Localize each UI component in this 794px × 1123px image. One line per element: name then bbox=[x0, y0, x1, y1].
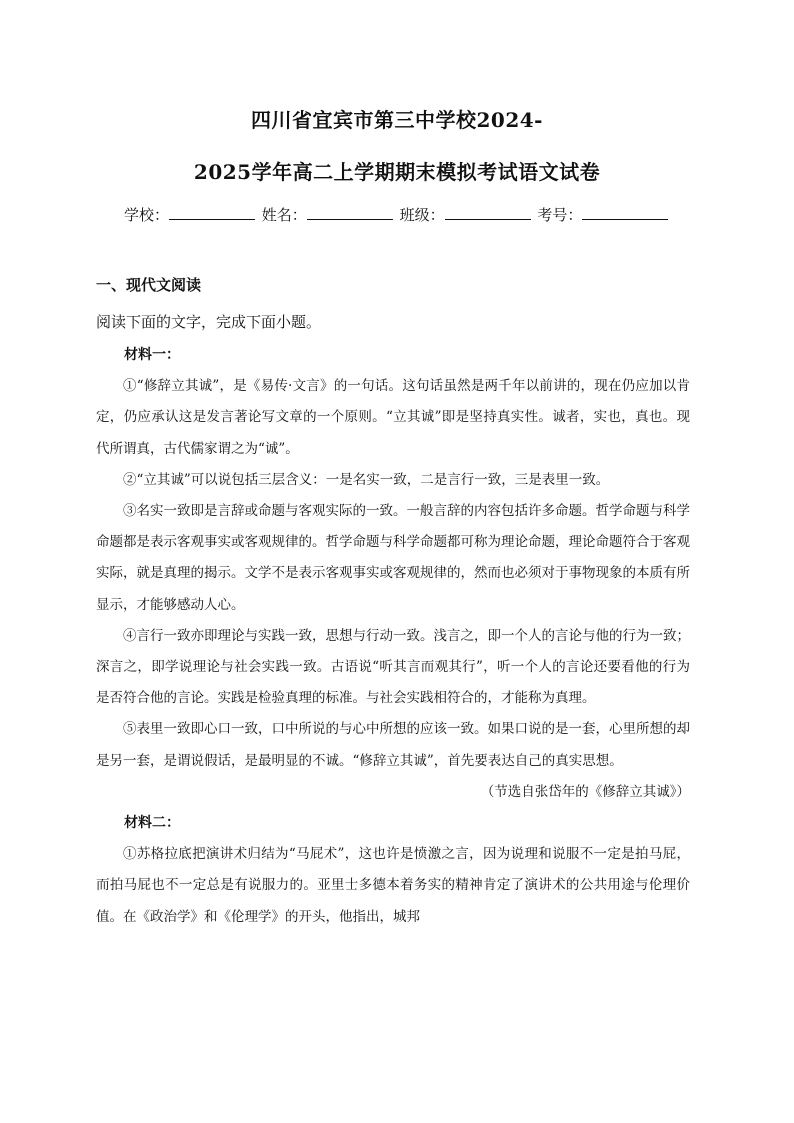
material1-source: （节选自张岱年的《修辞立其诚》） bbox=[480, 783, 690, 800]
material2-label: 材料二： bbox=[124, 815, 180, 832]
material1-paragraph-1: ①“修辞立其诚”，是《易传·文言》的一句话。这句话虽然是两千年以前讲的，现在仍应加以肯定，仍应承认这是发言著论写文章的一个原则。“立其诚”即是坚持真实性。诚者，实也，真也。现代所谓真，古代儒家谓之为“诚”。 bbox=[96, 378, 690, 457]
material2-paragraph-1: ①苏格拉底把演讲术归结为“马屁术”，这也许是愤激之言，因为说理和说服不一定是拍马屁，而拍马屁也不一定总是有说服力的。亚里士多德本着务实的精神肯定了演讲术的公共用途与伦理价值。在《政治学》和《伦理学》的开头，他指出，城邦 bbox=[96, 846, 690, 925]
class-label: 班级： bbox=[399, 206, 445, 224]
exam-title-line2: 2025学年高二上学期期末模拟考试语文试卷 bbox=[193, 160, 601, 184]
material1-paragraph-2: ②“立其诚”可以说包括三层含义：一是名实一致，二是言行一致，三是表里一致。 bbox=[123, 471, 610, 488]
name-blank bbox=[307, 205, 393, 220]
material1-paragraph-5: ⑤表里一致即心口一致，口中所说的与心中所想的应该一致。如果口说的是一套，心里所想的却是另一套，是谓说假话，是最明显的不诚。“修辞立其诚”，首先要表达自己的真实思想。 bbox=[96, 721, 690, 769]
exam-number-blank bbox=[582, 205, 668, 220]
section-instruction: 阅读下面的文字，完成下面小题。 bbox=[96, 313, 322, 331]
material1-paragraph-3: ③名实一致即是言辞或命题与客观实际的一致。一般言辞的内容包括许多命题。哲学命题与科学命题都是表示客观事实或客观规律的。哲学命题与科学命题都可称为理论命题，理论命题符合于客观实际，就是真理的揭示。文学不是表示客观事实或客观规律的，然而也必须对于事物现象的本质有所显示，才能够感动人心。 bbox=[96, 503, 690, 613]
material1-paragraph-4: ④言行一致亦即理论与实践一致，思想与行动一致。浅言之，即一个人的言论与他的行为一致；深言之，即学说理论与社会实践一致。古语说“听其言而观其行”，听一个人的言论还要看他的行为是否符合他的言论。实践是检验真理的标准。与社会实践相符合的，才能称为真理。 bbox=[96, 627, 690, 707]
material1-label: 材料一： bbox=[124, 347, 180, 363]
class-blank bbox=[445, 205, 531, 220]
section-heading: 一、现代文阅读 bbox=[96, 276, 202, 294]
student-info-fields bbox=[124, 204, 684, 225]
school-label: 学校： bbox=[124, 206, 170, 224]
name-label: 姓名： bbox=[261, 206, 307, 224]
exam-title-line1: 四川省宜宾市第三中学校2024- bbox=[251, 108, 543, 132]
reading-passage bbox=[96, 340, 690, 933]
school-blank bbox=[169, 205, 255, 220]
exam-number-label: 考号： bbox=[537, 206, 583, 224]
